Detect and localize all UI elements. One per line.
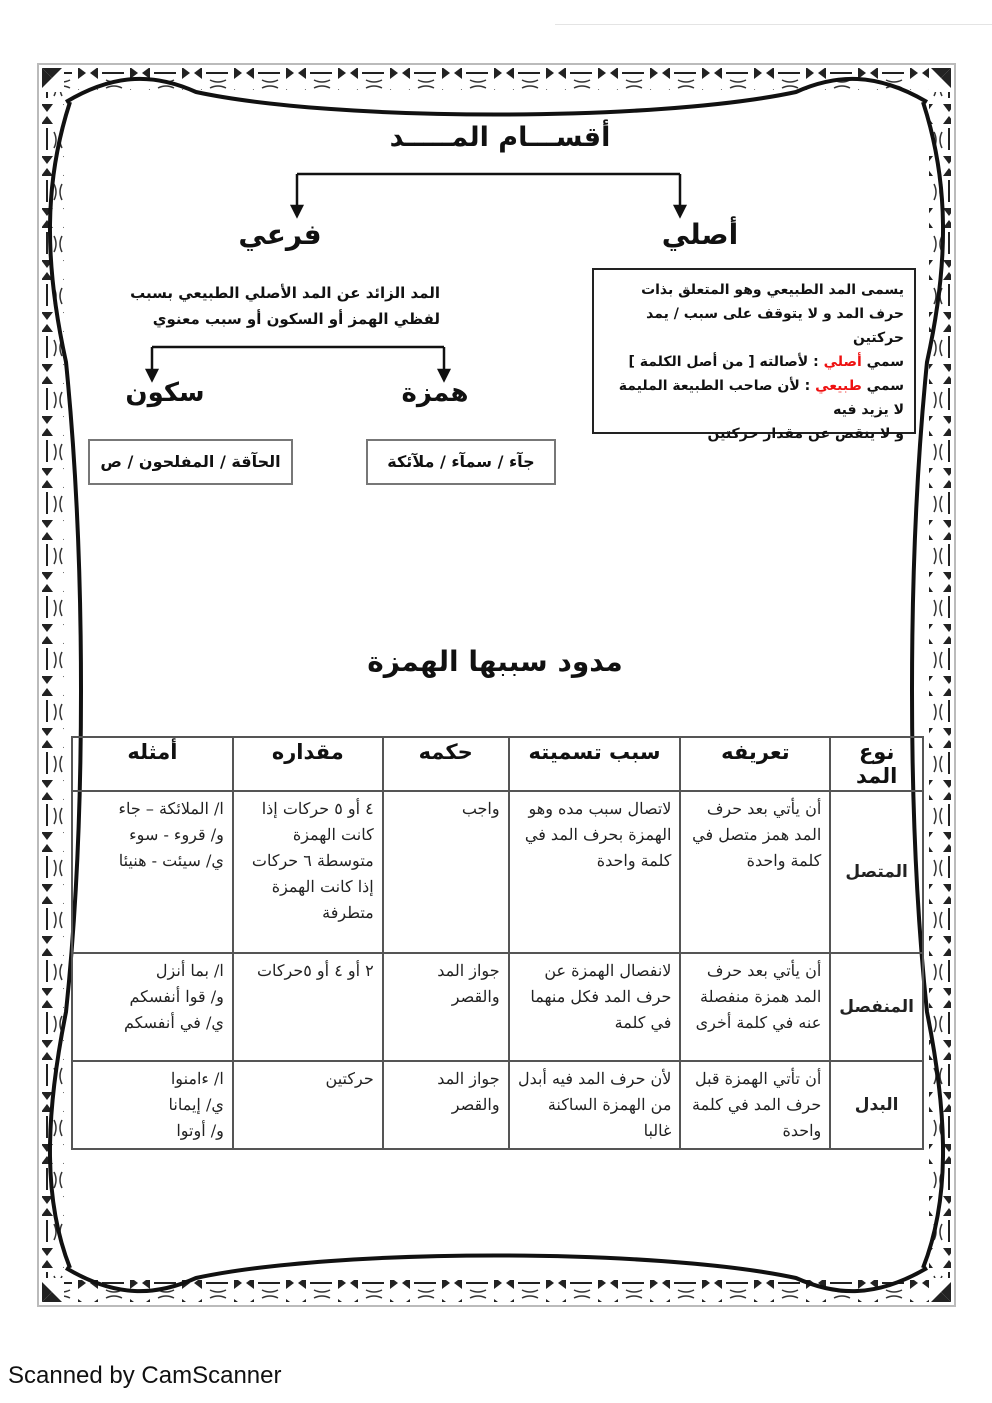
- cell-type: البدل: [830, 1061, 923, 1149]
- cell-reason: لاتصال سبب مده وهو الهمزة بحرف المد في كلمة واحدة: [509, 791, 681, 953]
- fari-definition: المد الزائد عن المد الأصلي الطبيعي بسبب لفظي الهمز أو السكون أو سبب معنوي: [130, 284, 440, 328]
- sukun-examples-box: الحآقة / المفلحون / ص: [88, 439, 293, 485]
- tabii-naming-tail: و لا ينقص عن مقدار حركتين: [707, 426, 904, 442]
- table-row: [72, 1061, 923, 1149]
- example-line: ي/ في أنفسكم: [124, 1013, 224, 1032]
- cell-type: المنفصل: [830, 953, 923, 1061]
- cell-amount: حركتين: [233, 1061, 383, 1149]
- cell-amount: ٢ أو ٤ أو ٥حركات: [233, 953, 383, 1061]
- page-title: أقســـام المـــــد: [389, 122, 611, 153]
- example-line: و/ قروء - سوء: [129, 825, 224, 844]
- tabii-naming-prefix: سمي: [866, 378, 904, 394]
- header-reason: سبب تسميته: [509, 737, 681, 791]
- cell-examples: [72, 1061, 233, 1149]
- header-amount: مقداره: [233, 737, 383, 791]
- asli-naming-prefix: سمي: [866, 354, 904, 370]
- cell-examples: [72, 953, 233, 1061]
- tabii-naming-line: [604, 374, 904, 422]
- table-row: [72, 791, 923, 953]
- cell-amount: ٤ أو ٥ حركات إذا كانت الهمزة متوسطة ٦ حركات إذا كانت الهمزة متطرفة: [233, 791, 383, 953]
- example-line: و/ أوتوا: [176, 1121, 224, 1140]
- tabii-naming-reason: : لأن صاحب الطبيعة المليمة لا يزيد فيه: [618, 378, 904, 418]
- asli-definition-box: [592, 268, 916, 442]
- sukun-heading: سكون: [125, 378, 205, 408]
- example-line: ي/ إيمانا: [168, 1095, 224, 1114]
- cell-definition: أن يأتي بعد حرف المد همزة منفصلة عنه في كلمة أخرى: [680, 953, 830, 1061]
- cell-reason: لانفصال الهمزة عن حرف المد فكل منهما في كلمة: [509, 953, 681, 1061]
- hamza-examples-box: جآء / سمآء / ملآئكة: [366, 439, 556, 485]
- asli-naming-line: [604, 350, 904, 374]
- asli-naming-word: أصلي: [823, 354, 862, 370]
- fari-heading: فرعي: [238, 218, 322, 251]
- section-title: مدود سببها الهمزة: [367, 645, 623, 678]
- madd-table: [71, 736, 924, 1150]
- asli-heading: أصلي: [661, 218, 739, 251]
- cell-type: المتصل: [830, 791, 923, 953]
- cell-definition: أن تأتي الهمزة قبل حرف المد في كلمة واحدة: [680, 1061, 830, 1149]
- asli-definition: يسمى المد الطبيعي وهو المتعلق بذات حرف المد و لا يتوقف على سبب / يمد حركتين: [641, 282, 904, 346]
- header-examples: أمثله: [72, 737, 233, 791]
- cell-ruling: جواز المد والقصر: [383, 953, 509, 1061]
- table-row: [72, 953, 923, 1061]
- example-line: ا/ بما أنزل: [155, 961, 224, 980]
- example-line: ا/ ءامنوا: [170, 1069, 224, 1088]
- example-line: ي/ سيئت - هنيئا: [118, 851, 224, 870]
- hamza-heading: همزة: [401, 378, 469, 408]
- cell-definition: أن يأتي بعد حرف المد همز متصل في كلمة واحدة: [680, 791, 830, 953]
- header-type: نوع المد: [830, 737, 923, 791]
- header-ruling: حكمه: [383, 737, 509, 791]
- example-line: و/ قوا أنفسكم: [129, 987, 224, 1006]
- example-line: ا/ الملائكة – جاء: [118, 799, 224, 818]
- cell-ruling: واجب: [383, 791, 509, 953]
- scanner-footer: Scanned by CamScanner: [8, 1362, 282, 1389]
- tabii-naming-word: طبيعي: [815, 378, 862, 394]
- asli-naming-reason: : لأصالته [ من أصل الكلمة ]: [628, 354, 819, 370]
- header-definition: تعريفه: [680, 737, 830, 791]
- cell-ruling: جواز المد والقصر: [383, 1061, 509, 1149]
- cell-reason: لأن حرف المد فيه أبدل من الهمزة الساكنة غالبا: [509, 1061, 681, 1149]
- table-header-row: [72, 737, 923, 791]
- cell-examples: [72, 791, 233, 953]
